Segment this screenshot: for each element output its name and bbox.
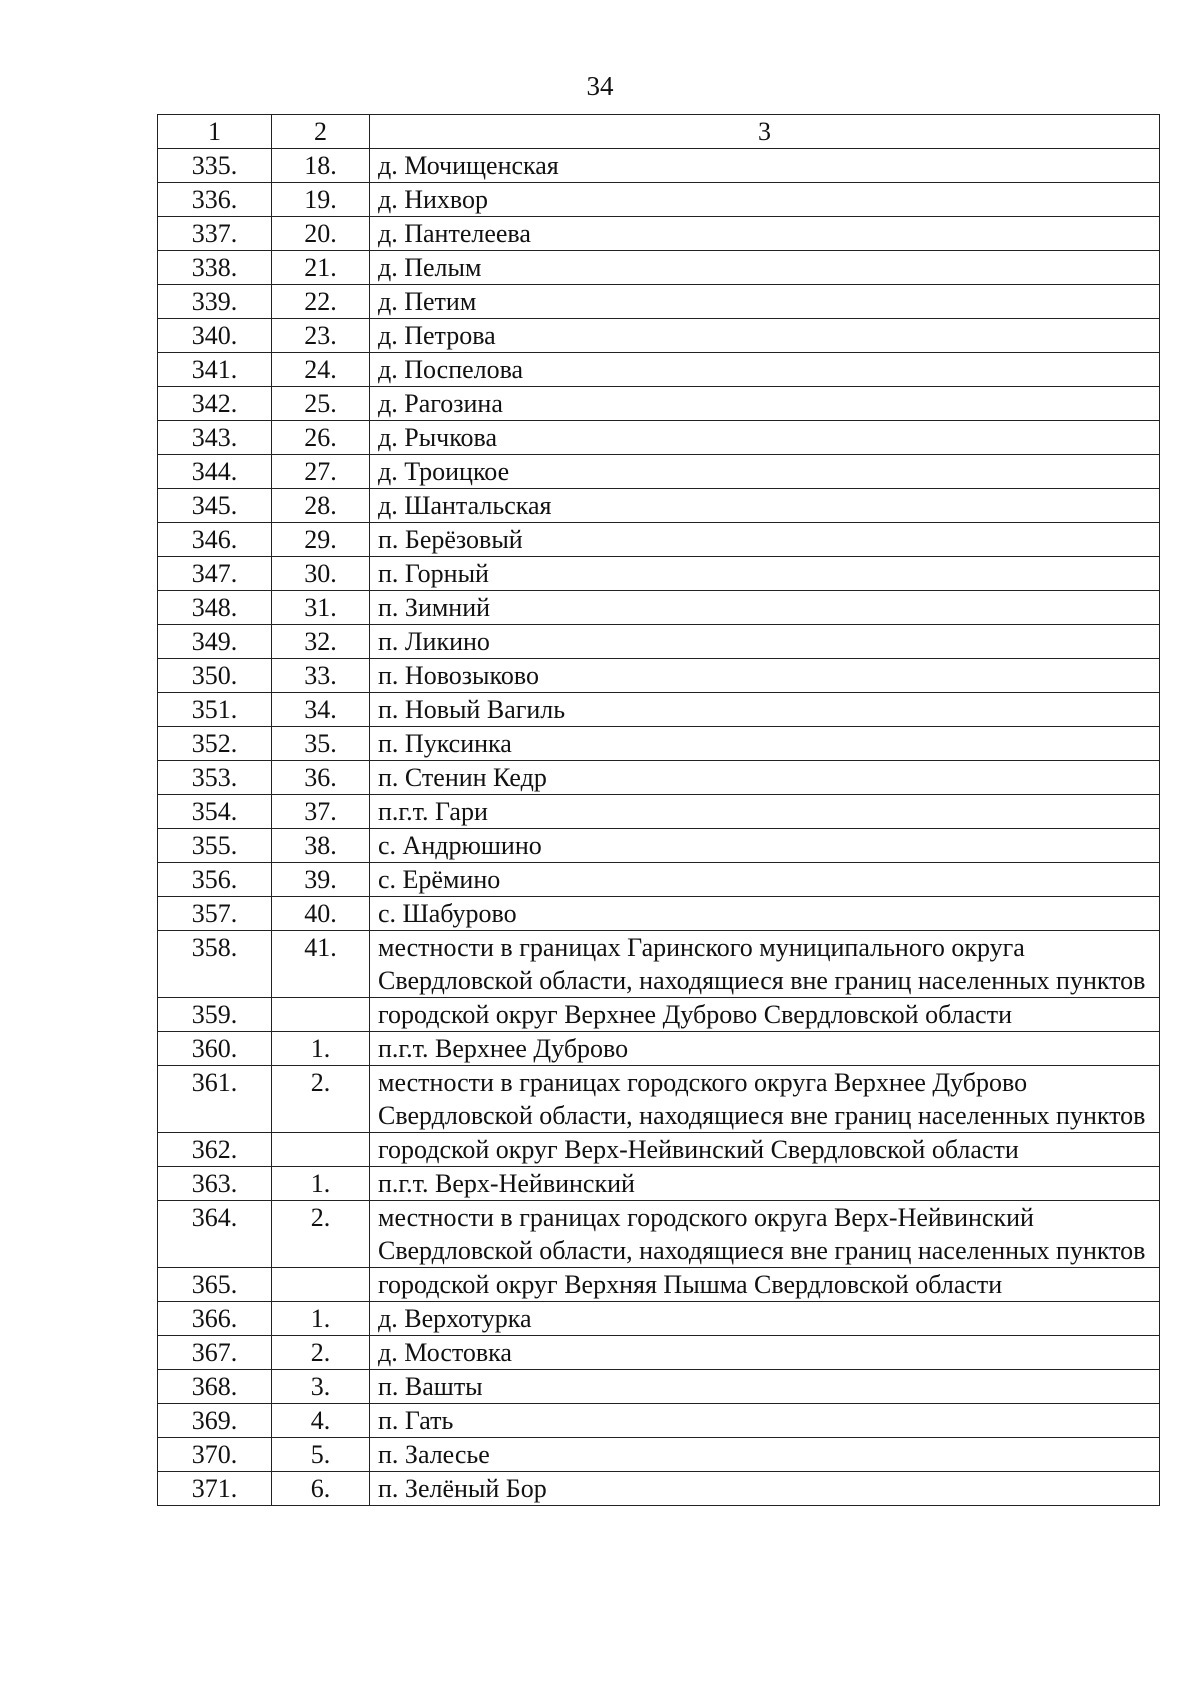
row-number-cell: 336.	[158, 183, 272, 217]
sub-number-cell: 23.	[272, 319, 370, 353]
settlement-name-cell: местности в границах городского округа Верхнее Дуброво Свердловской области, находящиеся вне границ населенных пунктов	[370, 1066, 1160, 1133]
sub-number-cell: 24.	[272, 353, 370, 387]
sub-number-cell: 21.	[272, 251, 370, 285]
sub-number-cell: 6.	[272, 1472, 370, 1506]
sub-number-cell: 36.	[272, 761, 370, 795]
sub-number-cell: 19.	[272, 183, 370, 217]
sub-number-cell: 22.	[272, 285, 370, 319]
row-number-cell: 350.	[158, 659, 272, 693]
sub-number-cell: 39.	[272, 863, 370, 897]
row-number-cell: 355.	[158, 829, 272, 863]
sub-number-cell: 27.	[272, 455, 370, 489]
row-number-cell: 363.	[158, 1167, 272, 1201]
table-row	[158, 319, 1160, 353]
sub-number-cell: 32.	[272, 625, 370, 659]
table-row	[158, 1167, 1160, 1201]
settlement-name-cell: п. Зелёный Бор	[370, 1472, 1160, 1506]
settlement-name-cell: д. Верхотурка	[370, 1302, 1160, 1336]
row-number-cell: 351.	[158, 693, 272, 727]
header-cell-2: 2	[272, 115, 370, 149]
sub-number-cell: 20.	[272, 217, 370, 251]
sub-number-cell: 40.	[272, 897, 370, 931]
table-row	[158, 591, 1160, 625]
sub-number-cell	[272, 1133, 370, 1167]
table-row	[158, 1370, 1160, 1404]
table-row	[158, 625, 1160, 659]
sub-number-cell: 3.	[272, 1370, 370, 1404]
row-number-cell: 370.	[158, 1438, 272, 1472]
row-number-cell: 344.	[158, 455, 272, 489]
table-row	[158, 1336, 1160, 1370]
settlement-name-cell: п. Новый Вагиль	[370, 693, 1160, 727]
settlement-name-cell: д. Мостовка	[370, 1336, 1160, 1370]
table-row	[158, 489, 1160, 523]
row-number-cell: 349.	[158, 625, 272, 659]
sub-number-cell: 25.	[272, 387, 370, 421]
table-row	[158, 1032, 1160, 1066]
settlement-name-cell: с. Андрюшино	[370, 829, 1160, 863]
table-row	[158, 1201, 1160, 1268]
settlements-table	[157, 114, 1160, 1506]
settlement-name-cell: д. Пантелеева	[370, 217, 1160, 251]
settlement-name-cell: д. Петим	[370, 285, 1160, 319]
settlement-name-cell: п. Берёзовый	[370, 523, 1160, 557]
settlement-name-cell: д. Пелым	[370, 251, 1160, 285]
row-number-cell: 335.	[158, 149, 272, 183]
header-cell-3: 3	[370, 115, 1160, 149]
row-number-cell: 365.	[158, 1268, 272, 1302]
row-number-cell: 341.	[158, 353, 272, 387]
sub-number-cell: 37.	[272, 795, 370, 829]
table-row	[158, 931, 1160, 998]
sub-number-cell: 35.	[272, 727, 370, 761]
row-number-cell: 367.	[158, 1336, 272, 1370]
sub-number-cell: 5.	[272, 1438, 370, 1472]
table-row	[158, 998, 1160, 1032]
table-row	[158, 693, 1160, 727]
table-row	[158, 761, 1160, 795]
sub-number-cell	[272, 1268, 370, 1302]
table-row	[158, 149, 1160, 183]
table-row	[158, 727, 1160, 761]
row-number-cell: 354.	[158, 795, 272, 829]
settlement-name-cell: д. Троицкое	[370, 455, 1160, 489]
table-row	[158, 183, 1160, 217]
row-number-cell: 345.	[158, 489, 272, 523]
row-number-cell: 368.	[158, 1370, 272, 1404]
row-number-cell: 366.	[158, 1302, 272, 1336]
row-number-cell: 343.	[158, 421, 272, 455]
page-number: 34	[586, 71, 614, 101]
row-number-cell: 347.	[158, 557, 272, 591]
row-number-cell: 369.	[158, 1404, 272, 1438]
settlement-name-cell: п. Горный	[370, 557, 1160, 591]
sub-number-cell: 34.	[272, 693, 370, 727]
table-row	[158, 353, 1160, 387]
settlement-name-cell: п.г.т. Верхнее Дуброво	[370, 1032, 1160, 1066]
row-number-cell: 359.	[158, 998, 272, 1032]
row-number-cell: 342.	[158, 387, 272, 421]
sub-number-cell: 26.	[272, 421, 370, 455]
table-row	[158, 863, 1160, 897]
settlement-name-cell: д. Поспелова	[370, 353, 1160, 387]
settlement-name-cell: д. Петрова	[370, 319, 1160, 353]
settlement-name-cell: п. Зимний	[370, 591, 1160, 625]
settlement-name-cell: п. Стенин Кедр	[370, 761, 1160, 795]
row-number-cell: 348.	[158, 591, 272, 625]
sub-number-cell: 4.	[272, 1404, 370, 1438]
table-row	[158, 659, 1160, 693]
table-row	[158, 523, 1160, 557]
settlement-name-cell: д. Рагозина	[370, 387, 1160, 421]
sub-number-cell: 29.	[272, 523, 370, 557]
table-row	[158, 1438, 1160, 1472]
settlement-name-cell: д. Мочищенская	[370, 149, 1160, 183]
table-header-row	[158, 115, 1160, 149]
sub-number-cell: 31.	[272, 591, 370, 625]
settlement-name-cell: п. Гать	[370, 1404, 1160, 1438]
settlement-name-cell: п. Вашты	[370, 1370, 1160, 1404]
table-row	[158, 1066, 1160, 1133]
row-number-cell: 340.	[158, 319, 272, 353]
row-number-cell: 352.	[158, 727, 272, 761]
settlement-name-cell: д. Нихвор	[370, 183, 1160, 217]
sub-number-cell: 18.	[272, 149, 370, 183]
row-number-cell: 358.	[158, 931, 272, 998]
row-number-cell: 360.	[158, 1032, 272, 1066]
settlement-name-cell: п.г.т. Гари	[370, 795, 1160, 829]
table-row	[158, 387, 1160, 421]
settlement-name-cell: п. Пуксинка	[370, 727, 1160, 761]
sub-number-cell: 41.	[272, 931, 370, 998]
row-number-cell: 371.	[158, 1472, 272, 1506]
sub-number-cell: 2.	[272, 1336, 370, 1370]
settlement-name-cell: п. Новозыково	[370, 659, 1160, 693]
sub-number-cell: 1.	[272, 1167, 370, 1201]
settlement-name-cell: городской округ Верх-Нейвинский Свердловской области	[370, 1133, 1160, 1167]
settlement-name-cell: с. Ерёмино	[370, 863, 1160, 897]
settlement-name-cell: местности в границах городского округа Верх-Нейвинский Свердловской области, находящиеся вне границ населенных пунктов	[370, 1201, 1160, 1268]
sub-number-cell: 1.	[272, 1302, 370, 1336]
sub-number-cell: 2.	[272, 1066, 370, 1133]
sub-number-cell: 1.	[272, 1032, 370, 1066]
table-row	[158, 557, 1160, 591]
table-row	[158, 421, 1160, 455]
row-number-cell: 356.	[158, 863, 272, 897]
table-row	[158, 1133, 1160, 1167]
settlement-name-cell: с. Шабурово	[370, 897, 1160, 931]
sub-number-cell	[272, 998, 370, 1032]
settlement-name-cell: п. Ликино	[370, 625, 1160, 659]
table-row	[158, 251, 1160, 285]
table-row	[158, 1472, 1160, 1506]
settlement-name-cell: д. Рычкова	[370, 421, 1160, 455]
sub-number-cell: 33.	[272, 659, 370, 693]
settlement-name-cell: местности в границах Гаринского муниципального округа Свердловской области, находящиеся вне границ населенных пунктов	[370, 931, 1160, 998]
settlement-name-cell: городской округ Верхнее Дуброво Свердловской области	[370, 998, 1160, 1032]
table-row	[158, 795, 1160, 829]
table-row	[158, 285, 1160, 319]
header-cell-1: 1	[158, 115, 272, 149]
table-row	[158, 1268, 1160, 1302]
sub-number-cell: 38.	[272, 829, 370, 863]
settlement-name-cell: городской округ Верхняя Пышма Свердловской области	[370, 1268, 1160, 1302]
row-number-cell: 364.	[158, 1201, 272, 1268]
settlement-name-cell: п.г.т. Верх-Нейвинский	[370, 1167, 1160, 1201]
sub-number-cell: 30.	[272, 557, 370, 591]
row-number-cell: 361.	[158, 1066, 272, 1133]
table-body	[158, 115, 1160, 1506]
row-number-cell: 357.	[158, 897, 272, 931]
row-number-cell: 353.	[158, 761, 272, 795]
table-row	[158, 1404, 1160, 1438]
row-number-cell: 337.	[158, 217, 272, 251]
row-number-cell: 338.	[158, 251, 272, 285]
row-number-cell: 339.	[158, 285, 272, 319]
table-row	[158, 1302, 1160, 1336]
table-row	[158, 217, 1160, 251]
row-number-cell: 346.	[158, 523, 272, 557]
sub-number-cell: 28.	[272, 489, 370, 523]
settlement-name-cell: п. Залесье	[370, 1438, 1160, 1472]
table-row	[158, 829, 1160, 863]
table-row	[158, 897, 1160, 931]
table-row	[158, 455, 1160, 489]
sub-number-cell: 2.	[272, 1201, 370, 1268]
settlement-name-cell: д. Шантальская	[370, 489, 1160, 523]
row-number-cell: 362.	[158, 1133, 272, 1167]
